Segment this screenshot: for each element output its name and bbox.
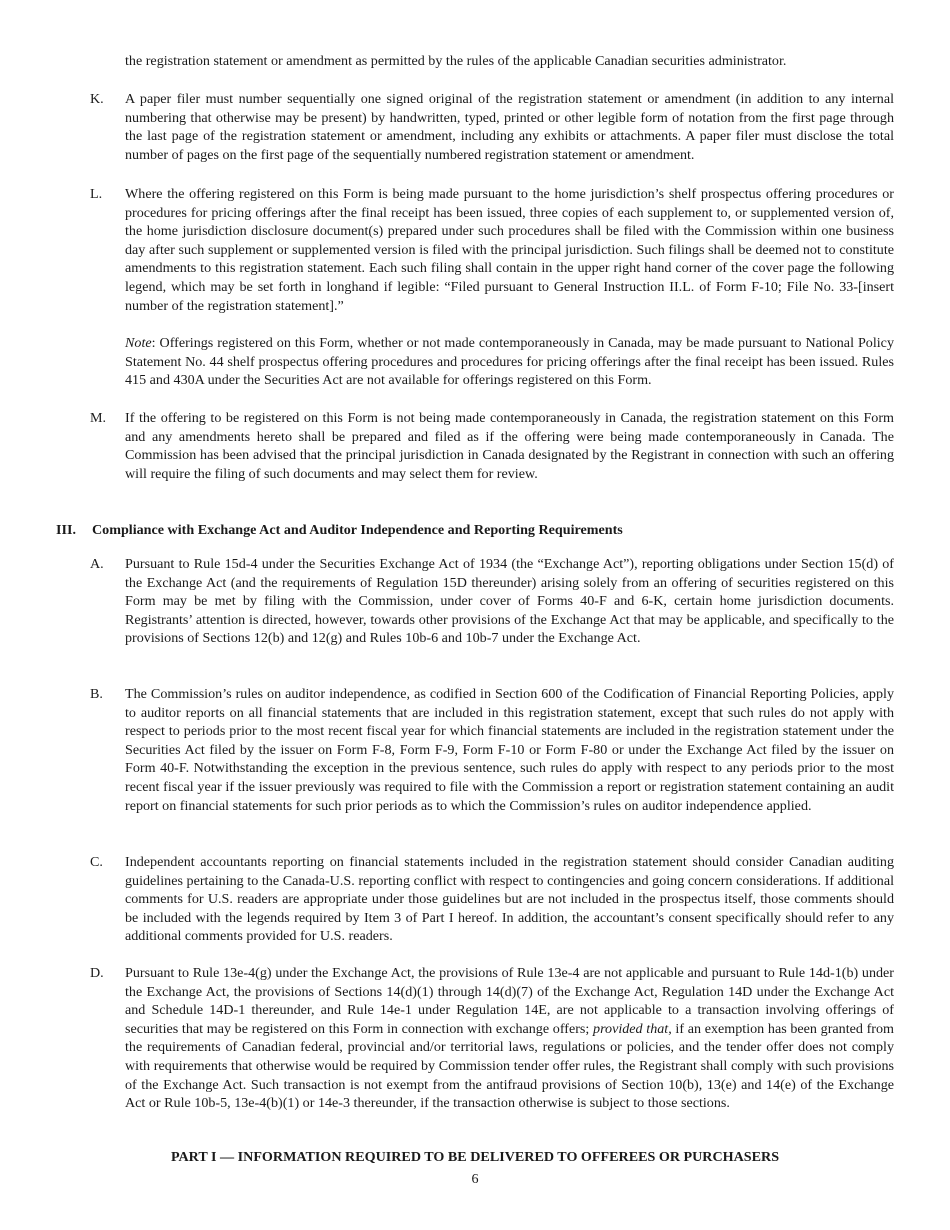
item-b-letter: B. xyxy=(90,686,103,702)
item-a-letter: A. xyxy=(90,556,104,572)
continuation-paragraph: the registration statement or amendment as permitted by the rules of the applicable Canadian securities administrator. xyxy=(125,53,787,69)
page-number: 6 xyxy=(471,1171,479,1187)
section-iii-title: Compliance with Exchange Act and Auditor Independence and Reporting Requirements xyxy=(92,522,623,538)
item-m-letter: M. xyxy=(90,410,107,426)
item-k-text: A paper filer must number sequentially one signed original of the registration statement or amendment (in addition to any internal numbering that otherwise may be present) by handwritten, typed, printed or other legible form of notation from the first page through the last page of the registration statement or amendment, including any exhibits or attachments. A paper filer must disclose the total number of pages on the first page of the sequentially numbered registration statement or amendment. xyxy=(125,91,894,163)
item-c-letter: C. xyxy=(90,854,103,870)
note-label: Note xyxy=(125,335,152,351)
item-a-text: Pursuant to Rule 15d-4 under the Securities Exchange Act of 1934 (the “Exchange Act”), reporting obligations under Section 15(d) of the Exchange Act (and the requirements of Regulation 15D thereunder) arising solely from an offering of securities registered on this Form may be met by filing with the Commission, under cover of Forms 40-F and 6-K, certain home jurisdiction documents. Registrants’ attention is directed, however, towards other provisions of the Exchange Act that may be applicable, and specifically to the provisions of Sections 12(b) and 12(g) and Rules 10b-6 and 10b-7 under the Exchange Act. xyxy=(125,556,894,647)
item-d-text-italic: provided that xyxy=(593,1020,669,1037)
item-l-letter: L. xyxy=(90,186,103,202)
item-b-text: The Commission’s rules on auditor independence, as codified in Section 600 of the Codification of Financial Reporting Policies, apply to auditor reports on all financial statements that are included in this registration statement, except that such rules do not apply with respect to periods prior to the most recent fiscal year for which financial statements are included in the registration statement under the Securities Act filed by the issuer on Form F-8, Form F-9, Form F-10 or Form F-80 or under the Exchange Act filed by the issuer on Form 40-F. Notwithstanding the exception in the previous sentence, such rules do apply with respect to any periods prior to the most recent fiscal year if the issuer previously was required to file with the Commission a report or registration statement containing an audit report on financial statements for such prior periods as to which the Commission’s rules on auditor independence applied. xyxy=(125,686,894,814)
item-k-letter: K. xyxy=(90,91,104,107)
section-iii-heading xyxy=(56,521,896,540)
section-iii-number: III. xyxy=(56,522,76,538)
item-m-text: If the offering to be registered on this Form is not being made contemporaneously in Canada, the registration statement on this Form and any amendments hereto shall be prepared and filed as if the offering were being made contemporaneously in Canada. The Commission has been advised that the principal jurisdiction in Canada designated by the Registrant in connection with such an offering will require the filing of such documents and may select them for review. xyxy=(125,410,894,482)
note-text: : Offerings registered on this Form, whether or not made contemporaneously in Canada, may be made pursuant to National Policy Statement No. 44 shelf prospectus offering procedures and procedures for pricing offerings after the final receipt has been issued. Rules 415 and 430A under the Securities Act are not available for offerings registered on this Form. xyxy=(125,335,894,389)
item-c-text: Independent accountants reporting on financial statements included in the registration statement should consider Canadian auditing guidelines pertaining to the Canada-U.S. reporting conflict with respect to contingencies and going concern considerations. If additional comments for U.S. readers are appropriate under those guidelines but are not included in the prospectus itself, those comments should be included with the legends required by Item 3 of Part I hereof. In addition, the accountant’s consent specifically should refer to any additional comments provided for U.S. readers. xyxy=(125,854,894,945)
item-l-note xyxy=(125,334,894,390)
item-d-text-after: , if an exemption has been granted from the requirements of Canadian federal, provincial and/or territorial laws, regulations or policies, and the tender offer does not comply with requirements that otherwise would be required by Commission tender offer rules, the Registrant shall comply with such provisions of the Exchange Act. Such transaction is not exempt from the antifraud provisions of Section 10(b), 13(e) and 14(e) of the Exchange Act or Rule 10b-5, 13e-4(b)(1) or 14e-3 thereunder, if the transaction otherwise is subject to those sections. xyxy=(125,1020,895,1112)
item-l-text: Where the offering registered on this Form is being made pursuant to the home jurisdiction’s shelf prospectus offering procedures or procedures for pricing offerings after the final receipt has been issued, three copies of each supplement to, or supplemented version of, the home jurisdiction disclosure document(s) prepared under such procedures shall be filed with the Commission within one business day after such supplement or supplemented version is filed with the principal jurisdiction. Such filings shall be deemed not to constitute amendments to this registration statement. Each such filing shall contain in the upper right hand corner of the cover page the following legend, which may be set forth in longhand if legible: “Filed pursuant to General Instruction II.L. of Form F-10; File No. 33-[insert number of the registration statement].” xyxy=(125,186,894,314)
item-d-text xyxy=(125,964,894,1113)
part-i-footer-title: PART I — INFORMATION REQUIRED TO BE DELIVERED TO OFFEREES OR PURCHASERS xyxy=(170,1149,780,1165)
item-d-letter: D. xyxy=(90,965,104,981)
item-d-text-before: Pursuant to Rule 13e-4(g) under the Exchange Act, the provisions of Rule 13e-4 are not applicable and pursuant to Rule 14d-1(b) under the Exchange Act, the provisions of Sections 14(d)(1) through 14(d)(7) of the Exchange Act, Regulation 14D under the Exchange Act and Schedule 14D-1 thereunder, and Rule 14e-1 under Regulation 14E, are not applicable to a transaction involving offerings of securities that may be registered on this Form in connection with exchange offers; xyxy=(125,965,894,1037)
